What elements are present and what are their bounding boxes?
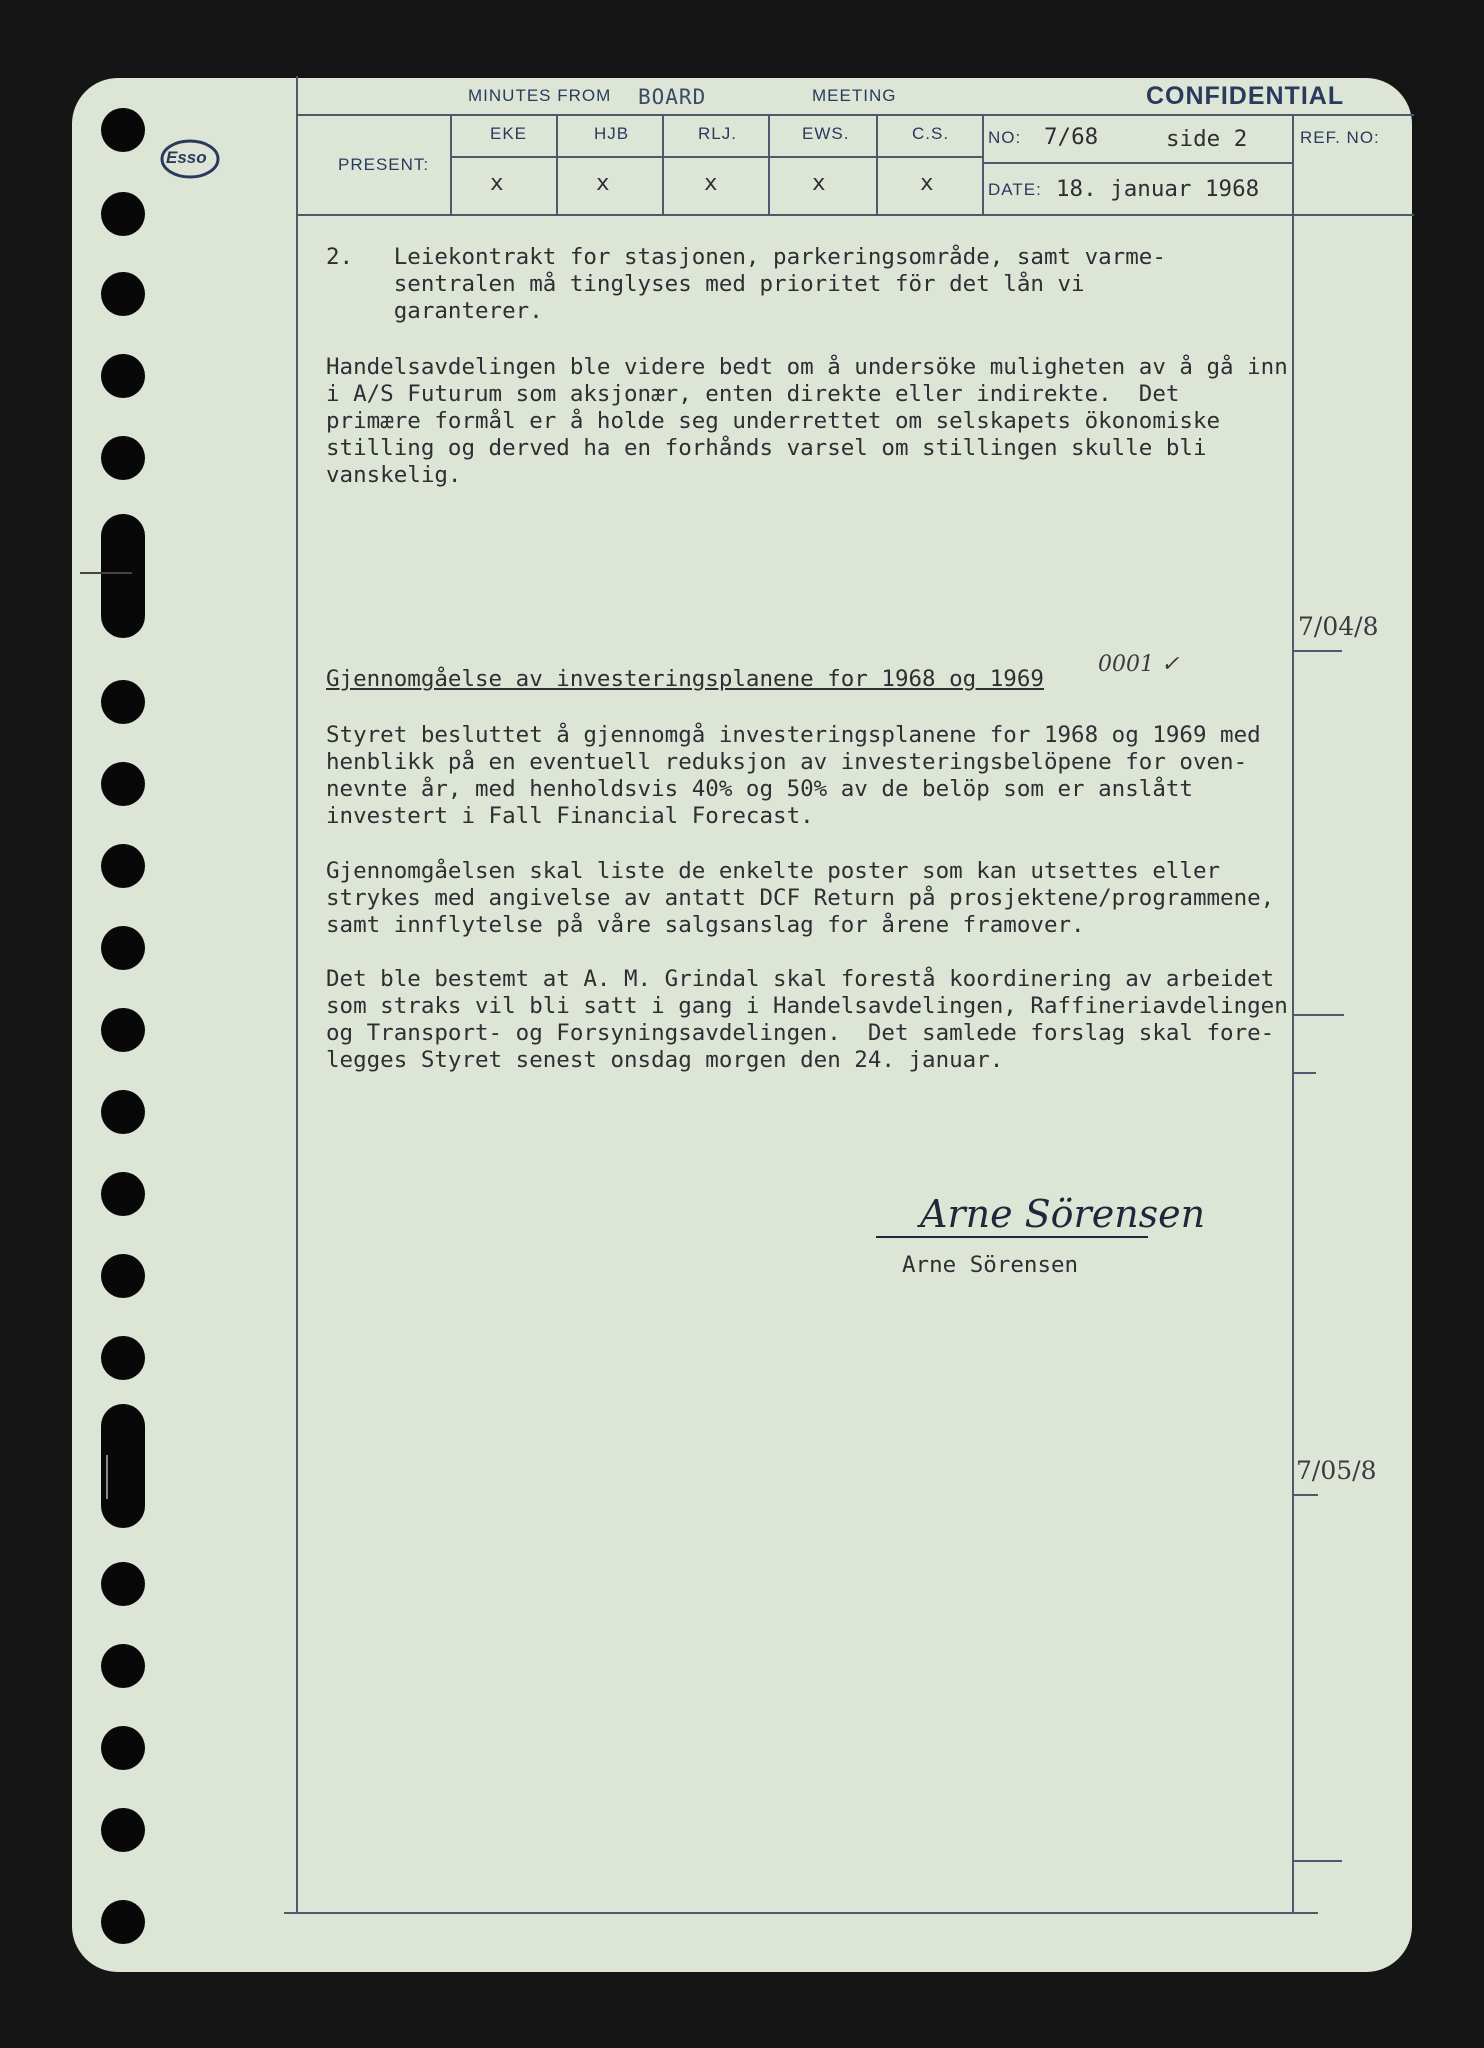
signature-name: Arne Sörensen: [902, 1252, 1079, 1278]
punch-slot: [101, 514, 145, 638]
punch-hole: [101, 1562, 145, 1606]
handwritten-note: 0001 ✓: [1098, 652, 1180, 677]
margin-rule: [1294, 1014, 1344, 1016]
no-value: 7/68: [1044, 124, 1099, 150]
member-initials-hjb: HJB: [594, 124, 630, 143]
margin-rule: [1294, 1072, 1316, 1074]
text-line: og Transport- og Forsyningsavdelingen. Det samlede forslag skal fore-: [326, 1020, 1275, 1046]
pencil-mark: [106, 1455, 108, 1499]
text-line: sentralen må tinglyses med prioritet för det lån vi: [326, 271, 1085, 297]
punch-hole: [101, 1254, 145, 1298]
punch-hole: [101, 1808, 145, 1852]
margin-rule: [1294, 1494, 1318, 1496]
side-value: side 2: [1166, 126, 1248, 152]
margin-rule: [1294, 1860, 1342, 1862]
margin-ref-2: 7/05/8: [1296, 1456, 1377, 1485]
no-label: NO:: [988, 128, 1022, 147]
esso-logo: [160, 138, 220, 180]
paragraph-4: [326, 966, 1288, 1074]
esso-logo-text: Esso: [166, 148, 207, 167]
text-line: som straks vil bli satt i gang i Handelsavdelingen, Raffineriavdelingen: [326, 993, 1288, 1019]
punch-hole: [101, 1090, 145, 1134]
confidential-label: CONFIDENTIAL: [1146, 82, 1345, 110]
minutes-from-label: MINUTES FROM: [468, 86, 612, 105]
paragraph-1: [326, 354, 1288, 489]
text-line: strykes med angivelse av antatt DCF Return på prosjektene/programmene,: [326, 885, 1275, 911]
text-line: Handelsavdelingen ble videre bedt om å undersöke muligheten av å gå inn: [326, 354, 1288, 380]
section-title: Gjennomgåelse av investeringsplanene for 1968 og 1969: [326, 666, 1044, 692]
text-line: samt innflytelse på våre salgsanslag for årene framover.: [326, 912, 1085, 938]
handwritten-signature: Arne Sörensen: [920, 1192, 1206, 1236]
text-line: stilling og derved ha en forhånds varsel om stillingen skulle bli: [326, 435, 1207, 461]
text-line: primære formål er å holde seg underrettet om selskapets ökonomiske: [326, 408, 1221, 434]
punch-hole: [101, 1726, 145, 1770]
pencil-mark: [80, 572, 132, 574]
margin-rule: [1294, 650, 1342, 652]
punch-hole: [101, 1900, 145, 1944]
text-line: Styret besluttet å gjennomgå investeringsplanene for 1968 og 1969 med: [326, 722, 1261, 748]
text-line: Gjennomgåelsen skal liste de enkelte poster som kan utsettes eller: [326, 858, 1221, 884]
text-line: 2. Leiekontrakt for stasjonen, parkeringsområde, samt varme-: [326, 244, 1166, 270]
board-value: BOARD: [638, 85, 707, 109]
punch-hole: [101, 680, 145, 724]
text-line: Det ble bestemt at A. M. Grindal skal forestå koordinering av arbeidet: [326, 966, 1275, 992]
text-line: investert i Fall Financial Forecast.: [326, 803, 814, 829]
text-line: henblikk på en eventuell reduksjon av investeringsbelöpene for oven-: [326, 749, 1248, 775]
member-initials-ews: EWS.: [802, 124, 850, 143]
punch-hole: [101, 354, 145, 398]
punch-hole: [101, 436, 145, 480]
punch-hole: [101, 1172, 145, 1216]
text-line: garanterer.: [326, 298, 543, 324]
member-initials-eke: EKE: [490, 124, 528, 143]
member-mark-hjb: x: [596, 170, 610, 196]
punch-hole: [101, 1008, 145, 1052]
text-line: nevnte år, med henholdsvis 40% og 50% av de belöp som er anslått: [326, 776, 1193, 802]
margin-ref-1: 7/04/8: [1298, 612, 1379, 641]
member-initials-cs: C.S.: [912, 124, 950, 143]
member-mark-ews: x: [812, 170, 826, 196]
punch-hole: [101, 926, 145, 970]
present-label: PRESENT:: [338, 155, 430, 174]
date-value: 18. januar 1968: [1056, 176, 1260, 202]
text-line: legges Styret senest onsdag morgen den 24. januar.: [326, 1047, 1004, 1073]
date-label: DATE:: [988, 180, 1042, 199]
item-2: [326, 244, 1166, 325]
ref-no-label: REF. NO:: [1300, 128, 1380, 147]
text-line: i A/S Futurum som aksjonær, enten direkte eller indirekte. Det: [326, 381, 1180, 407]
text-line: vanskelig.: [326, 462, 462, 488]
member-mark-rlj: x: [704, 170, 718, 196]
punch-hole: [101, 1336, 145, 1380]
member-mark-eke: x: [490, 170, 504, 196]
punch-hole: [101, 192, 145, 236]
punch-hole: [101, 272, 145, 316]
signature-line: [876, 1236, 1148, 1238]
punch-hole: [101, 762, 145, 806]
punch-hole: [101, 108, 145, 152]
paragraph-3: [326, 858, 1274, 939]
punch-hole: [101, 1644, 145, 1688]
meeting-label: MEETING: [812, 86, 897, 105]
member-mark-cs: x: [920, 170, 934, 196]
member-initials-rlj: RLJ.: [698, 124, 737, 143]
punch-hole: [101, 844, 145, 888]
paragraph-2: [326, 722, 1261, 830]
